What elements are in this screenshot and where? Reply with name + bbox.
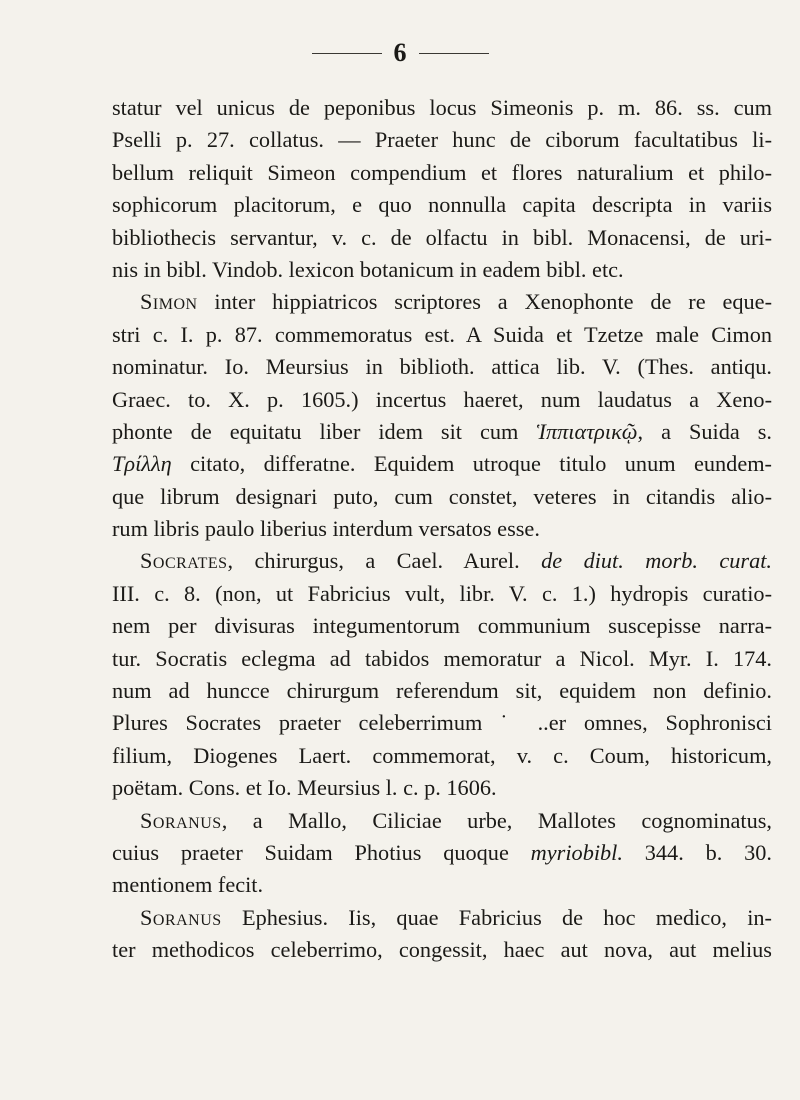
body-text bbox=[112, 92, 772, 967]
entry-heading: Soranus bbox=[140, 904, 222, 930]
text-segment: , a Mallo, Ciliciae urbe, Mallotes cognominatus, bbox=[221, 807, 772, 833]
entry-heading: Socrates bbox=[140, 548, 228, 574]
header-rule-left bbox=[312, 53, 382, 54]
italic-text: myriobibl. bbox=[530, 839, 623, 865]
italic-text: Τρίλλη bbox=[112, 451, 172, 477]
entry-heading: Soranus bbox=[140, 807, 222, 833]
text-line bbox=[112, 805, 772, 837]
text-line bbox=[112, 481, 772, 513]
text-segment: Ephesius. Iis, quae Fabricius de hoc medico, in- bbox=[221, 904, 772, 930]
text-segment: cuius praeter Suidam Photius quoque bbox=[112, 839, 531, 865]
page-number: 6 bbox=[393, 38, 407, 67]
text-line bbox=[112, 578, 772, 610]
text-segment: Graec. to. X. p. 1605.) incertus haeret, num laudatus a Xeno- bbox=[112, 386, 772, 412]
text-segment: que librum designari puto, cum constet, veteres in citandis alio- bbox=[112, 483, 772, 509]
text-line bbox=[112, 837, 772, 869]
text-line bbox=[112, 222, 772, 254]
text-segment: ter methodicos celeberrimo, congessit, haec aut nova, aut melius bbox=[112, 937, 772, 963]
text-segment: bellum reliquit Simeon compendium et flores naturalium et philo- bbox=[112, 159, 772, 185]
text-segment: III. c. 8. (non, ut Fabricius vult, libr. V. c. 1.) hydropis curatio- bbox=[112, 580, 772, 606]
text-line bbox=[112, 934, 772, 966]
text-segment: phonte de equitatu liber idem sit cum bbox=[112, 418, 537, 444]
text-line bbox=[112, 157, 772, 189]
text-line bbox=[112, 707, 772, 739]
text-line bbox=[112, 92, 772, 124]
text-line bbox=[112, 902, 772, 934]
text-segment: stri c. I. p. 87. commemoratus est. A Suida et Tzetze male Cimon bbox=[112, 321, 772, 347]
text-segment: sophicorum placitorum, e quo nonnulla capita descripta in variis bbox=[112, 192, 772, 218]
text-line bbox=[112, 675, 772, 707]
text-line bbox=[112, 189, 772, 221]
text-segment: , a Suida s. bbox=[637, 418, 772, 444]
text-segment: inter hippiatricos scriptores a Xenophonte de re eque- bbox=[197, 289, 772, 315]
text-line bbox=[112, 448, 772, 480]
text-line bbox=[112, 319, 772, 351]
text-segment: 344. b. 30. bbox=[622, 839, 772, 865]
text-line bbox=[112, 740, 772, 772]
text-line bbox=[112, 286, 772, 318]
text-line bbox=[112, 416, 772, 448]
text-line bbox=[112, 643, 772, 675]
text-segment: , chirurgus, a Cael. Aurel. bbox=[227, 548, 542, 574]
text-line bbox=[112, 513, 772, 545]
text-line bbox=[112, 254, 772, 286]
text-line bbox=[112, 610, 772, 642]
text-segment: nem per divisuras integumentorum communium suscepisse narra- bbox=[112, 613, 772, 639]
header-rule-right bbox=[419, 53, 489, 54]
text-segment: nominatur. Io. Meursius in biblioth. attica lib. V. (Thes. antiqu. bbox=[112, 354, 772, 380]
text-segment: statur vel unicus de peponibus locus Simeonis p. m. 86. ss. cum bbox=[112, 95, 772, 120]
text-segment: num ad huncce chirurgum referendum sit, equidem non definio. bbox=[112, 678, 772, 704]
text-segment: Pselli p. 27. collatus. — Praeter hunc de ciborum facultatibus li- bbox=[112, 127, 772, 153]
text-segment: rum libris paulo liberius interdum versatos esse. bbox=[112, 516, 540, 542]
text-segment: mentionem fecit. bbox=[112, 872, 264, 898]
text-line bbox=[112, 869, 772, 901]
italic-text: Ἱππιατρικῷ bbox=[536, 418, 638, 444]
text-segment: nis in bibl. Vindob. lexicon botanicum in eadem bibl. etc. bbox=[112, 256, 624, 282]
page-header bbox=[0, 38, 800, 68]
text-segment: filium, Diogenes Laert. commemorat, v. c. Coum, historicum, bbox=[112, 742, 772, 768]
text-segment: bibliothecis servantur, v. c. de olfactu in bibl. Monacensi, de uri- bbox=[112, 224, 772, 250]
text-line bbox=[112, 384, 772, 416]
text-line bbox=[112, 772, 772, 804]
text-line bbox=[112, 351, 772, 383]
text-segment: poëtam. Cons. et Io. Meursius l. c. p. 1606. bbox=[112, 775, 497, 801]
text-line bbox=[112, 545, 772, 577]
text-segment: Plures Socrates praeter celeberrimum ˙ ..er omnes, Sophronisci bbox=[112, 710, 772, 736]
entry-heading: Simon bbox=[140, 289, 198, 315]
text-segment: citato, differatne. Equidem utroque titulo unum eundem- bbox=[171, 451, 772, 477]
text-line bbox=[112, 124, 772, 156]
italic-text: de diut. morb. curat. bbox=[541, 548, 772, 574]
text-segment: tur. Socratis eclegma ad tabidos memoratur a Nicol. Myr. I. 174. bbox=[112, 645, 772, 671]
